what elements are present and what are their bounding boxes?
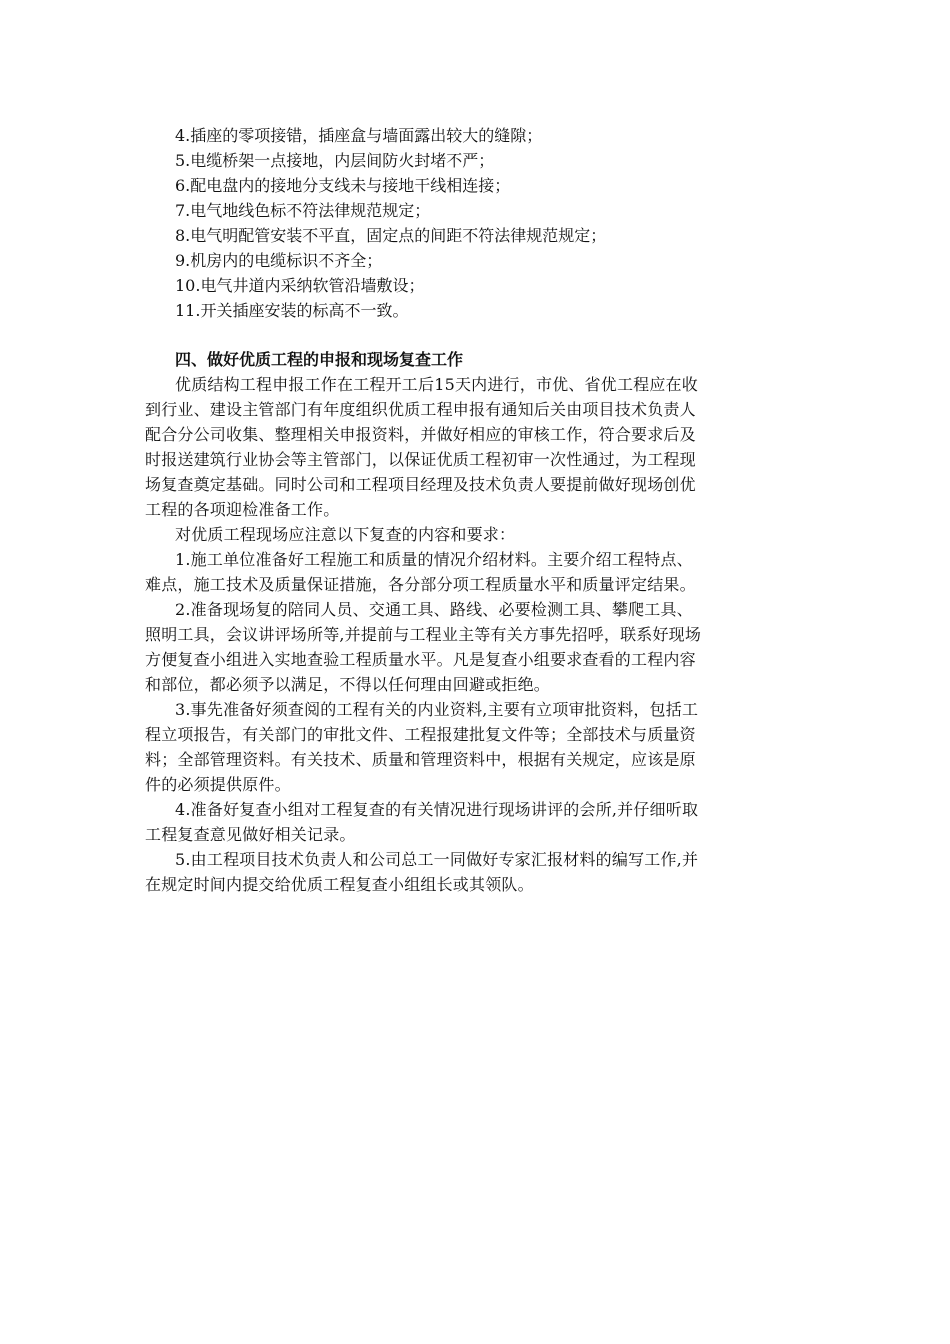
- paragraph-line: 方便复查小组进入实地查验工程质量水平。凡是复查小组要求查看的工程内容: [145, 650, 696, 669]
- list-item: 4.插座的零项接错，插座盒与墙面露出较大的缝隙；: [175, 126, 543, 145]
- paragraph-item-5: [145, 847, 815, 897]
- list-item: 10.电气井道内采纳软管沿墙敷设；: [175, 276, 425, 295]
- paragraph-line: 料；全部管理资料。有关技术、质量和管理资料中，根据有关规定，应该是原: [145, 750, 696, 769]
- paragraph-intro: [145, 372, 815, 522]
- paragraph-requirements-intro: [145, 522, 815, 547]
- paragraph-item-3: [145, 697, 815, 797]
- defect-list: [145, 123, 815, 323]
- paragraph-item-2: [145, 597, 815, 697]
- list-item: 5.电缆桥架一点接地，内层间防火封堵不严；: [175, 151, 495, 170]
- paragraph-line: 在规定时间内提交给优质工程复查小组组长或其领队。: [145, 875, 534, 894]
- paragraph-line: 到行业、建设主管部门有年度组织优质工程申报有通知后关由项目技术负责人: [145, 400, 696, 419]
- paragraph-line: 工程的各项迎检准备工作。: [145, 500, 340, 519]
- paragraph-line: 程立项报告，有关部门的审批文件、工程报建批复文件等；全部技术与质量资: [145, 725, 696, 744]
- paragraph-line: 场复查奠定基础。同时公司和工程项目经理及技术负责人要提前做好现场创优: [145, 475, 696, 494]
- paragraph-line: 4.准备好复查小组对工程复查的有关情况进行现场讲评的会所,并仔细听取: [175, 800, 699, 819]
- paragraph-line: 2.准备现场复的陪同人员、交通工具、路线、必要检测工具、攀爬工具、: [175, 600, 693, 619]
- paragraph-line: 5.由工程项目技术负责人和公司总工一同做好专家汇报材料的编写工作,并: [175, 850, 699, 869]
- paragraph-item-1: [145, 547, 815, 597]
- paragraph-line: 照明工具，会议讲评场所等,并提前与工程业主等有关方事先招呼，联系好现场: [145, 625, 702, 644]
- paragraph-line: 时报送建筑行业协会等主管部门，以保证优质工程初审一次性通过，为工程现: [145, 450, 696, 469]
- paragraph-line: 和部位，都必须予以满足，不得以任何理由回避或拒绝。: [145, 675, 551, 694]
- paragraph-item-4: [145, 797, 815, 847]
- list-item: 6.配电盘内的接地分支线未与接地干线相连接；: [175, 176, 511, 195]
- paragraph-line: 对优质工程现场应注意以下复查的内容和要求：: [175, 525, 516, 544]
- section-heading: 四、做好优质工程的申报和现场复查工作: [175, 350, 464, 369]
- paragraph-line: 1.施工单位准备好工程施工和质量的情况介绍材料。主要介绍工程特点、: [175, 550, 693, 569]
- list-item: 9.机房内的电缆标识不齐全；: [175, 251, 383, 270]
- list-item: 11.开关插座安装的标高不一致。: [175, 301, 409, 320]
- document-page: [145, 123, 815, 897]
- paragraph-line: 工程复查意见做好相关记录。: [145, 825, 356, 844]
- list-item: 7.电气地线色标不符法律规范规定；: [175, 201, 431, 220]
- paragraph-line: 3.事先准备好须查阅的工程有关的内业资料,主要有立项审批资料，包括工: [175, 700, 699, 719]
- paragraph-line: 优质结构工程申报工作在工程开工后15天内进行，市优、省优工程应在收: [175, 375, 698, 394]
- paragraph-line: 难点，施工技术及质量保证措施，各分部分项工程质量水平和质量评定结果。: [145, 575, 696, 594]
- paragraph-line: 配合分公司收集、整理相关申报资料，并做好相应的审核工作，符合要求后及: [145, 425, 696, 444]
- paragraph-line: 件的必须提供原件。: [145, 775, 291, 794]
- list-item: 8.电气明配管安装不平直，固定点的间距不符法律规范规定；: [175, 226, 607, 245]
